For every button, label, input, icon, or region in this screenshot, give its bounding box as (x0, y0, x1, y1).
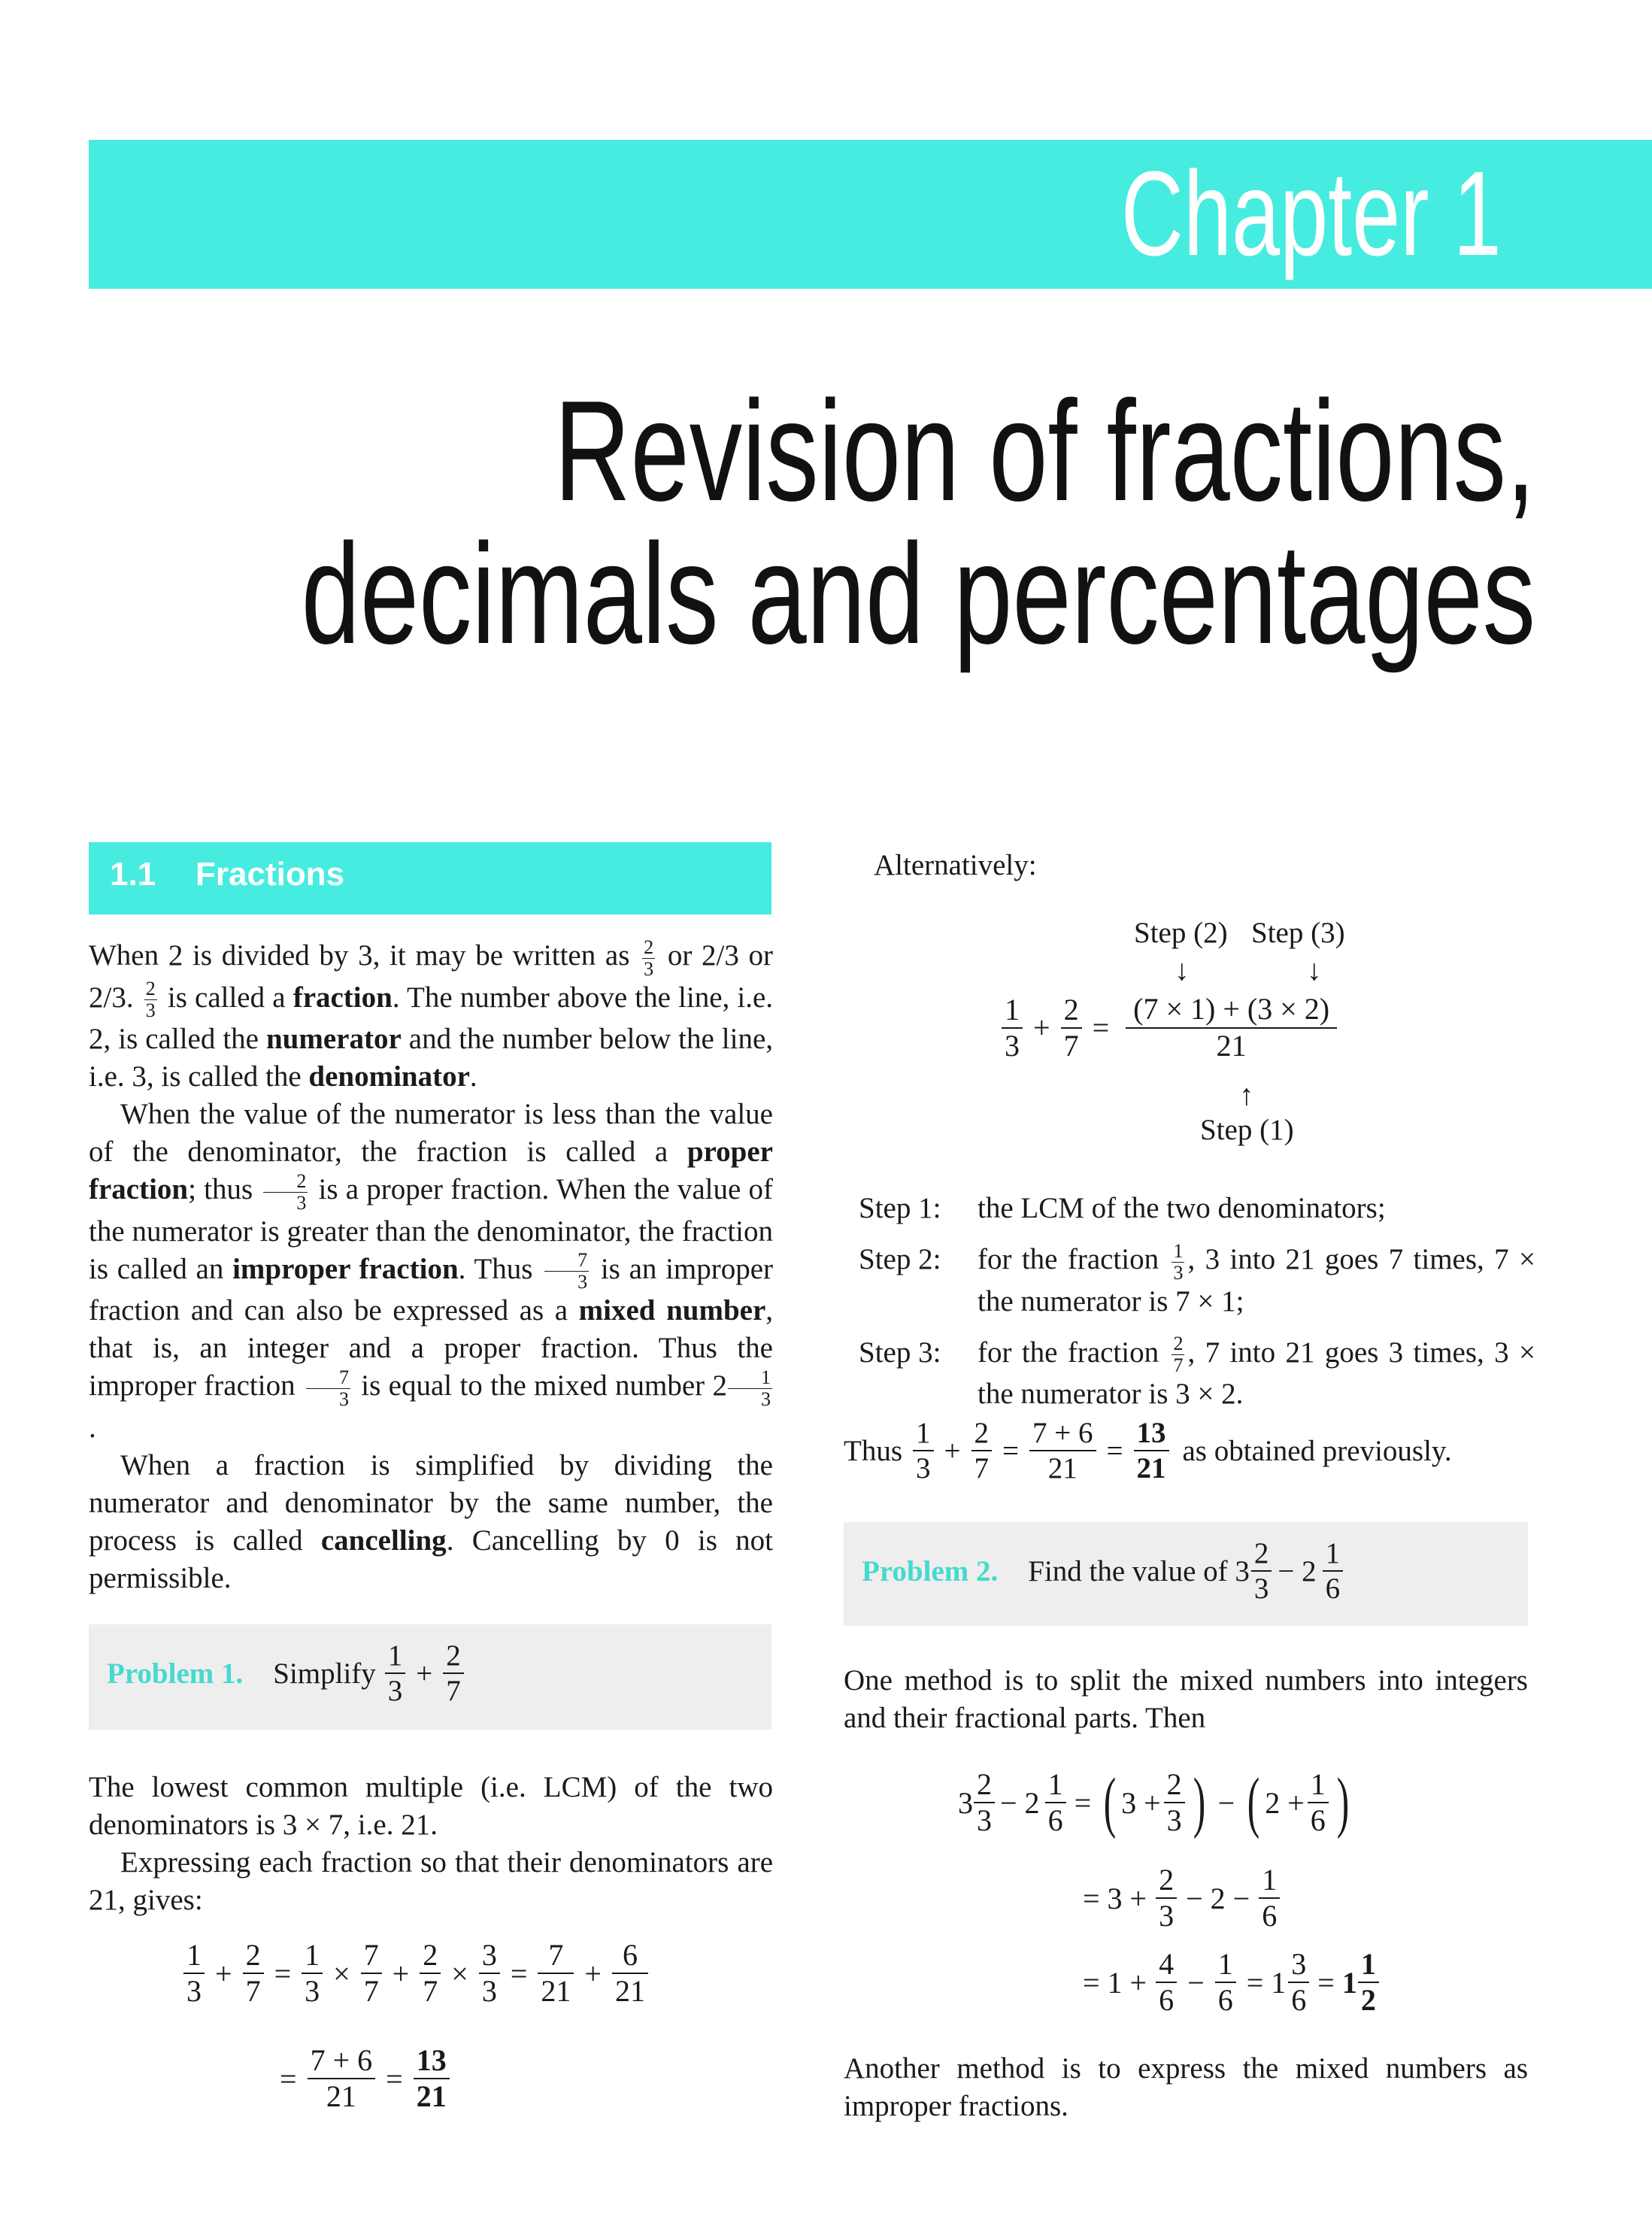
fraction: $\frac{7}{7}$ (361, 1940, 382, 2006)
fraction: $\frac{1}{6}$ (1323, 1539, 1344, 1603)
fraction: $\frac{7}{3}$ (544, 1251, 589, 1292)
fraction: $\frac{2}{3}$ (974, 1769, 995, 1836)
equation-2-row-3: = 1 + $\frac{4}{6}$ − $\frac{1}{6}$ = 1 $\frac{3}{6}$ = 1 $\frac{1}{2}$ (1083, 1949, 1380, 2015)
fraction: $\frac{1}{6}$ (1045, 1769, 1066, 1836)
fraction: $\frac{(7 \times 1) + (3 \times 2)}{21}$ (1126, 994, 1337, 1061)
fraction: $\frac{7 + 6}{21}$ (308, 2045, 376, 2112)
fraction: $\frac{6}{21}$ (612, 1940, 648, 2006)
fraction: $\frac{2}{7}$ (1173, 1333, 1184, 1377)
equation-2-row-2: = 3 + $\frac{2}{3}$ − 2 − $\frac{1}{6}$ (1083, 1865, 1283, 1931)
chapter-band (89, 140, 1652, 289)
fraction: $\frac{1}{3}$ (1173, 1239, 1184, 1284)
chapter-title (301, 371, 1536, 674)
fraction: $\frac{1}{3}$ (385, 1641, 406, 1706)
method-2-text: Another method is to express the mixed numbers as improper fractions. (844, 2052, 1528, 2122)
fraction: $\frac{7 + 6}{21}$ (1029, 1418, 1096, 1483)
title-line-2: decimals and percentages (301, 514, 1535, 674)
fraction: $\frac{1}{6}$ (1215, 1949, 1236, 2015)
problem-2-box: Problem 2. Find the value of 3 $\frac{2}{3}$ − 2 $\frac{1}{6}$ (844, 1522, 1528, 1626)
fraction: $\frac{2}{7}$ (243, 1940, 264, 2006)
problem-1-box: Problem 1. Simplify $\frac{1}{3}$ + $\frac{2}{7}$ (89, 1624, 771, 1730)
fraction: $\frac{2}{3}$ (145, 978, 156, 1022)
equation-1-row-1: $\frac{1}{3}$ + $\frac{2}{7}$ = $\frac{1}{3}$ × $\frac{7}{7}$ + $\frac{2}{7}$ × $\frac{3}{3}$ = $\frac{7}{21}$ + $\frac{6}{21}$ (180, 1940, 651, 2006)
steps-list (859, 1190, 1535, 1413)
alternative-equation: $\frac{1}{3}$ + $\frac{2}{7}$ = $\frac{(7 \times 1) + (3 \times 2)}{21}$ (999, 994, 1340, 1061)
fraction: $\frac{13}{21}$ (1134, 1418, 1169, 1483)
paragraph-3: When a fraction is simplified by dividing the numerator and denominator by the same number, the process is called cancelling. Cancelling by 0 is not permissible. (89, 1448, 774, 1594)
fraction: $\frac{2}{3}$ (263, 1172, 308, 1213)
fraction: $\frac{2}{7}$ (971, 1418, 993, 1483)
arrow-up-icon: ↑ (1239, 1079, 1254, 1111)
step-3-label: Step (3) (1251, 917, 1345, 949)
fraction: $\frac{3}{3}$ (479, 1940, 500, 2006)
equation-2-row-1: 3 $\frac{2}{3}$ − 2 $\frac{1}{6}$ = ( 3 + $\frac{2}{3}$ ) − ( 2 + $\frac{1}{6}$ ) (958, 1765, 1350, 1839)
alternatively-label: Alternatively: (874, 849, 1037, 881)
fraction: $\frac{1}{6}$ (1259, 1865, 1280, 1931)
fraction: $\frac{1}{2}$ (1358, 1949, 1379, 2015)
fraction: $\frac{7}{21}$ (538, 1940, 574, 2006)
fraction: $\frac{2}{7}$ (1061, 995, 1082, 1061)
paragraph-1: When 2 is divided by 3, it may be written as $\frac{2}{3}$ or 2/3 or 2/3. $\frac{2}{3}$ is called a fraction. The number above the line, i.e. 2, is called the numerator and the number below the line, i.e. 3, is called the denominator. (89, 936, 774, 1093)
method-1-text: One method is to split the mixed numbers into integers and their fractional parts. Then (844, 1664, 1528, 1734)
fraction: $\frac{2}{3}$ (1164, 1769, 1185, 1836)
fraction: $\frac{1}{3}$ (728, 1368, 772, 1409)
step-row: Step 2: for the fraction $\frac{1}{3}$ , 3 into 21 goes 7 times, 7 × the numerator is 7 × 1; (859, 1239, 1535, 1318)
chapter-label: Chapter 1 (1121, 146, 1502, 281)
arrow-down-icon: ↓ (1175, 954, 1190, 987)
problem-1-text: Simplify (273, 1657, 376, 1690)
fraction: $\frac{1}{3}$ (1002, 995, 1023, 1061)
section-number: 1.1 (110, 856, 156, 893)
fraction: $\frac{1}{6}$ (1308, 1769, 1329, 1836)
fraction: $\frac{1}{3}$ (183, 1940, 205, 2006)
title-line-1: Revision of fractions, (553, 371, 1536, 531)
fraction: $\frac{1}{3}$ (302, 1940, 323, 2006)
fraction: $\frac{2}{3}$ (1156, 1865, 1177, 1931)
problem-1-solution-text: The lowest common multiple (i.e. LCM) of the two denominators is 3 × 7, i.e. 21. Expressing each fraction so that their denominators are 21, gives: (89, 1771, 773, 1916)
step-row: Step 1: the LCM of the two denominators; (859, 1192, 1386, 1224)
problem-2-label: Problem 2. (862, 1554, 999, 1588)
thus-equation: Thus $\frac{1}{3}$ + $\frac{2}{7}$ = $\frac{7 + 6}{21}$ = $\frac{13}{21}$ as obtained previously. (844, 1417, 1452, 1484)
problem-2-text: Find the value of 3 (1028, 1554, 1250, 1588)
fraction: $\frac{1}{3}$ (913, 1418, 934, 1483)
section-heading (89, 842, 771, 914)
arrow-down-icon: ↓ (1307, 954, 1322, 987)
paragraph-2: When the value of the numerator is less than the value of the denominator, the fraction is called a proper fraction; thus $\frac{2}{3}$ is a proper fraction. When the value of the numerator is greater than the denominator, the fraction is called an improper fraction. Thus $\frac{7}{3}$ is an improper fraction and can also be expressed as a mixed number, that is, an integer and a proper fraction. Thus the improper fraction $\frac{7}{3}$ is equal to the mixed number 2 $\frac{1}{3}$ . (89, 1098, 774, 1444)
fraction: $\frac{2}{7}$ (420, 1940, 441, 2006)
fraction: $\frac{7}{3}$ (306, 1368, 350, 1409)
equation-1-row-2: = $\frac{7 + 6}{21}$ = $\frac{13}{21}$ (272, 2045, 453, 2112)
fraction: $\frac{3}{6}$ (1288, 1949, 1309, 2015)
fraction: $\frac{2}{3}$ (1251, 1539, 1272, 1603)
step-row: Step 3: for the fraction $\frac{2}{7}$ , 7 into 21 goes 3 times, 3 × the numerator is 3 × 2. (859, 1333, 1535, 1411)
section-title: Fractions (196, 856, 345, 893)
fraction: $\frac{4}{6}$ (1156, 1949, 1177, 2015)
step-2-label: Step (2) (1134, 917, 1228, 949)
fraction: $\frac{2}{3}$ (644, 936, 654, 980)
fraction: $\frac{2}{7}$ (443, 1641, 464, 1706)
problem-1-label: Problem 1. (107, 1657, 244, 1690)
fraction: $\frac{13}{21}$ (414, 2045, 450, 2112)
left-column (89, 937, 773, 1597)
step-1-label: Step (1) (1200, 1114, 1294, 1146)
